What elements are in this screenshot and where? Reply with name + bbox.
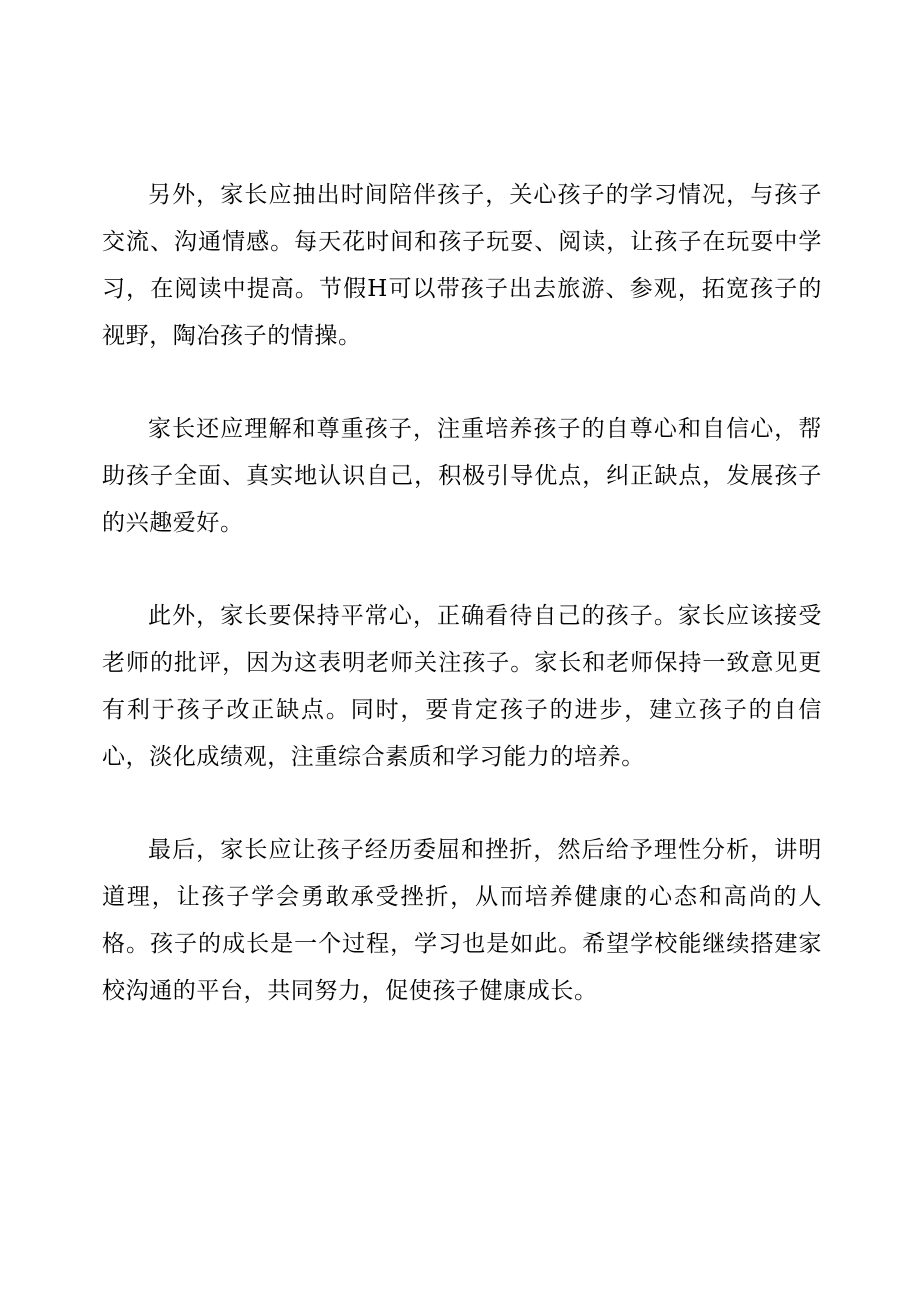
paragraph-2: 家长还应理解和尊重孩子，注重培养孩子的自尊心和自信心，帮助孩子全面、真实地认识自己，积极引导优点，纠正缺点，发展孩子的兴趣爱好。 [102,416,822,536]
document-body [102,172,822,1015]
paragraph-3: 此外，家长要保持平常心，正确看待自己的孩子。家长应该接受老师的批评，因为这表明老师关注孩子。家长和老师保持一致意见更有利于孩子改正缺点。同时，要肯定孩子的进步，建立孩子的自信心，淡化成绩观，注重综合素质和学习能力的培养。 [102,603,822,770]
paragraph-1: 另外，家长应抽出时间陪伴孩子，关心孩子的学习情况，与孩子交流、沟通情感。每天花时间和孩子玩耍、阅读，让孩子在玩耍中学习，在阅读中提高。节假H可以带孩子出去旅游、参观，拓宽孩子的视野，陶冶孩子的情操。 [102,182,822,349]
paragraph-4: 最后，家长应让孩子经历委屈和挫折，然后给予理性分析，讲明道理，让孩子学会勇敢承受挫折，从而培养健康的心态和高尚的人格。孩子的成长是一个过程，学习也是如此。希望学校能继续搭建家校沟通的平台，共同努力，促使孩子健康成长。 [102,837,822,1004]
